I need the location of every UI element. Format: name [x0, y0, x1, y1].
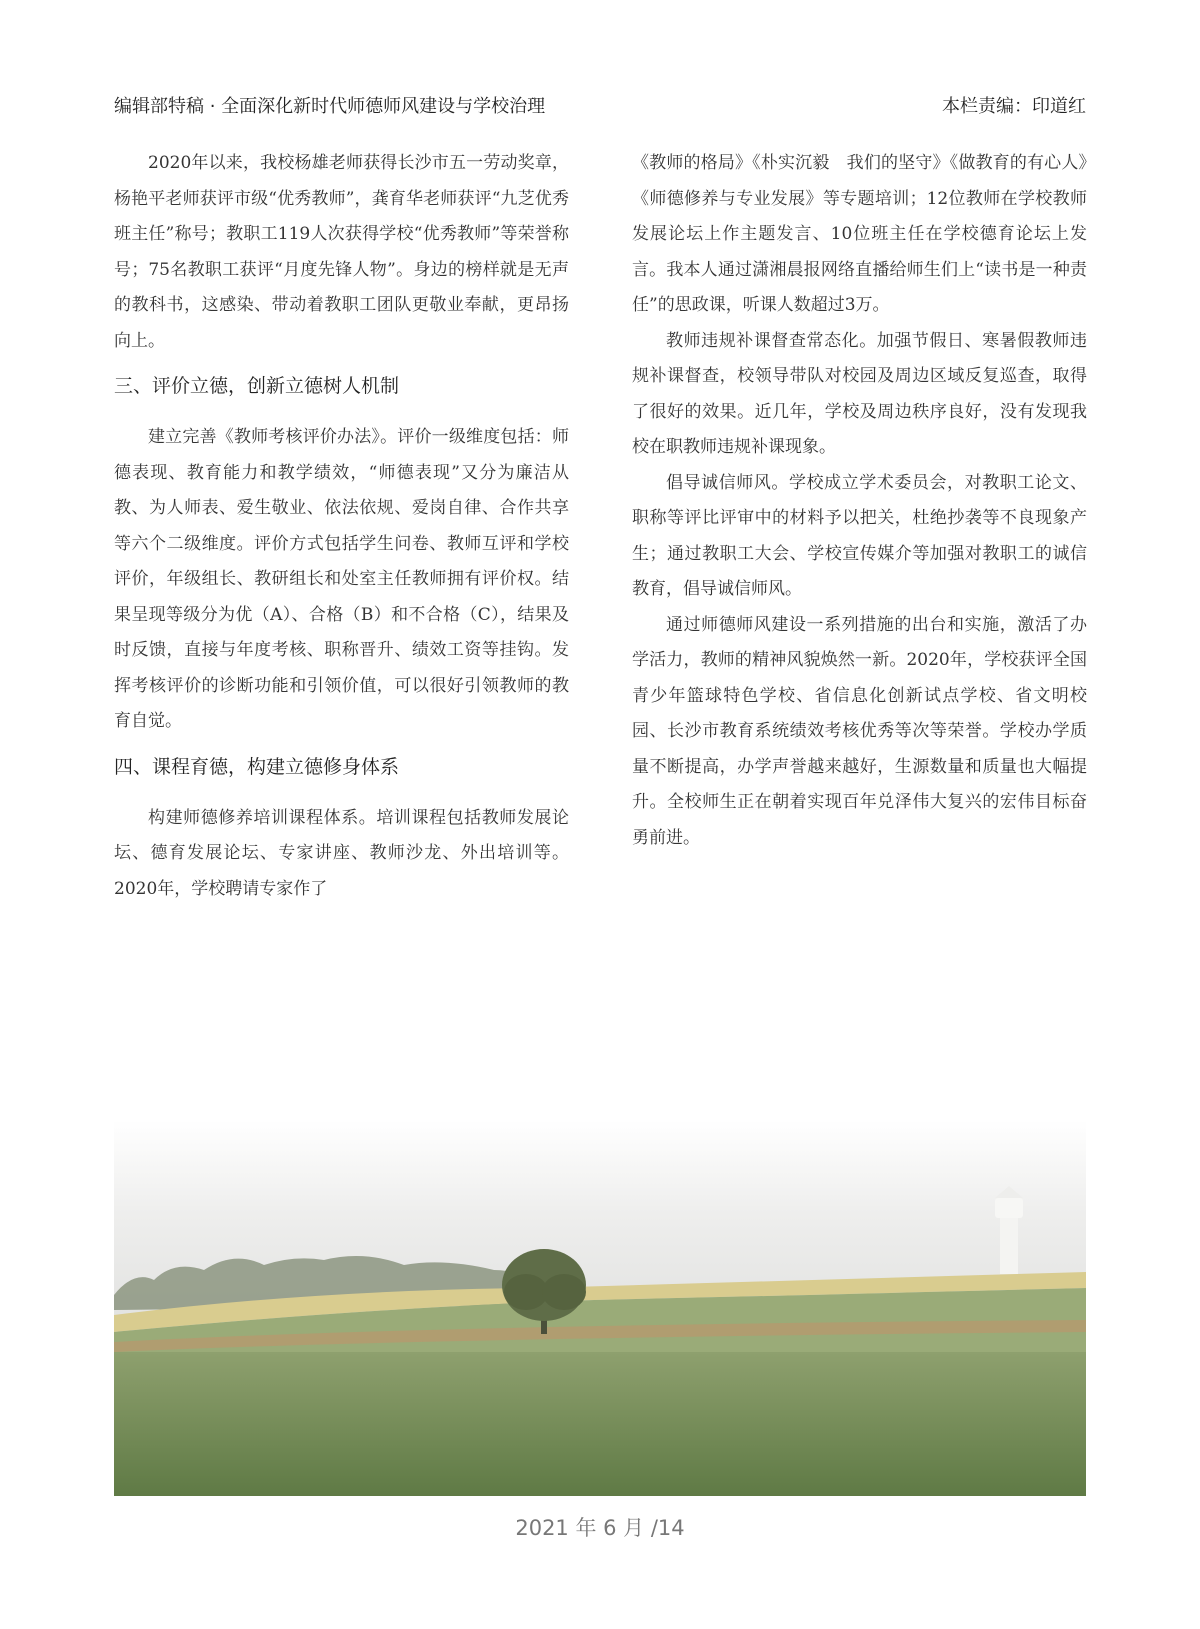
section-heading-3: 三、评价立德，创新立德树人机制: [114, 375, 400, 397]
section-heading-4: 四、课程育德，构建立德修身体系: [114, 755, 400, 778]
header-editor: 本栏责编：印道红: [942, 96, 1086, 117]
page-number: 2021 年 6 月 /14: [515, 1516, 685, 1540]
page-footer: [0, 1512, 1200, 1542]
paragraph: 教师违规补课督查常态化。加强节假日、寒暑假教师违规补课督查，校领导带队对校园及周边区域反复巡查，取得了很好的效果。近几年，学校及周边秩序良好，没有发现我校在职教师违规补课现象。: [632, 330, 1087, 457]
paragraph: 2020年以来，我校杨雄老师获得长沙市五一劳动奖章，杨艳平老师获评市级“优秀教师”，龚育华老师获评“九芝优秀班主任”称号；教职工119人次获得学校“优秀教师”等荣誉称号；75名教职工获评“月度先锋人物”。身边的榜样就是无声的教科书，这感染、带动着教职工团队更敬业奉献，更昂扬向上。: [114, 153, 569, 351]
header-column-title: 编辑部特稿 · 全面深化新时代师德师风建设与学校治理: [114, 96, 546, 117]
paragraph: 倡导诚信师风。学校成立学术委员会，对教职工论文、职称等评比评审中的材料予以把关，杜绝抄袭等不良现象产生；通过教职工大会、学校宣传媒介等加强对教职工的诚信教育，倡导诚信师风。: [632, 472, 1087, 599]
paragraph: 通过师德师风建设一系列措施的出台和实施，激活了办学活力，教师的精神风貌焕然一新。2020年，学校获评全国青少年篮球特色学校、省信息化创新试点学校、省文明校园、长沙市教育系统绩效考核优秀等次等荣誉。学校办学质量不断提高，办学声誉越来越好，生源数量和质量也大幅提升。全校师生正在朝着实现百年兑泽伟大复兴的宏伟目标奋勇前进。: [632, 614, 1087, 848]
left-column: [114, 146, 569, 907]
landscape-illustration: [114, 1120, 1086, 1496]
right-column: [632, 146, 1087, 856]
landscape-photo: [114, 1120, 1086, 1496]
paragraph: 建立完善《教师考核评价办法》。评价一级维度包括：师德表现、教育能力和教学绩效，“师德表现”又分为廉洁从教、为人师表、爱生敬业、依法依规、爱岗自律、合作共享等六个二级维度。评价方式包括学生问卷、教师互评和学校评价，年级组长、教研组长和处室主任教师拥有评价权。结果呈现等级分为优（A）、合格（B）和不合格（C），结果及时反馈，直接与年度考核、职称晋升、绩效工资等挂钩。发挥考核评价的诊断功能和引领价值，可以很好引领教师的教育自觉。: [114, 427, 569, 731]
paragraph: 构建师德修养培训课程体系。培训课程包括教师发展论坛、德育发展论坛、专家讲座、教师沙龙、外出培训等。2020年，学校聘请专家作了: [114, 807, 569, 899]
running-header: [114, 90, 1086, 120]
paragraph-continued: 《教师的格局》《朴实沉毅 我们的坚守》《做教育的有心人》《师德修养与专业发展》等专题培训；12位教师在学校教师发展论坛上作主题发言、10位班主任在学校德育论坛上发言。我本人通过潇湘晨报网络直播给师生们上“读书是一种责任”的思政课，听课人数超过3万。: [632, 153, 1087, 315]
